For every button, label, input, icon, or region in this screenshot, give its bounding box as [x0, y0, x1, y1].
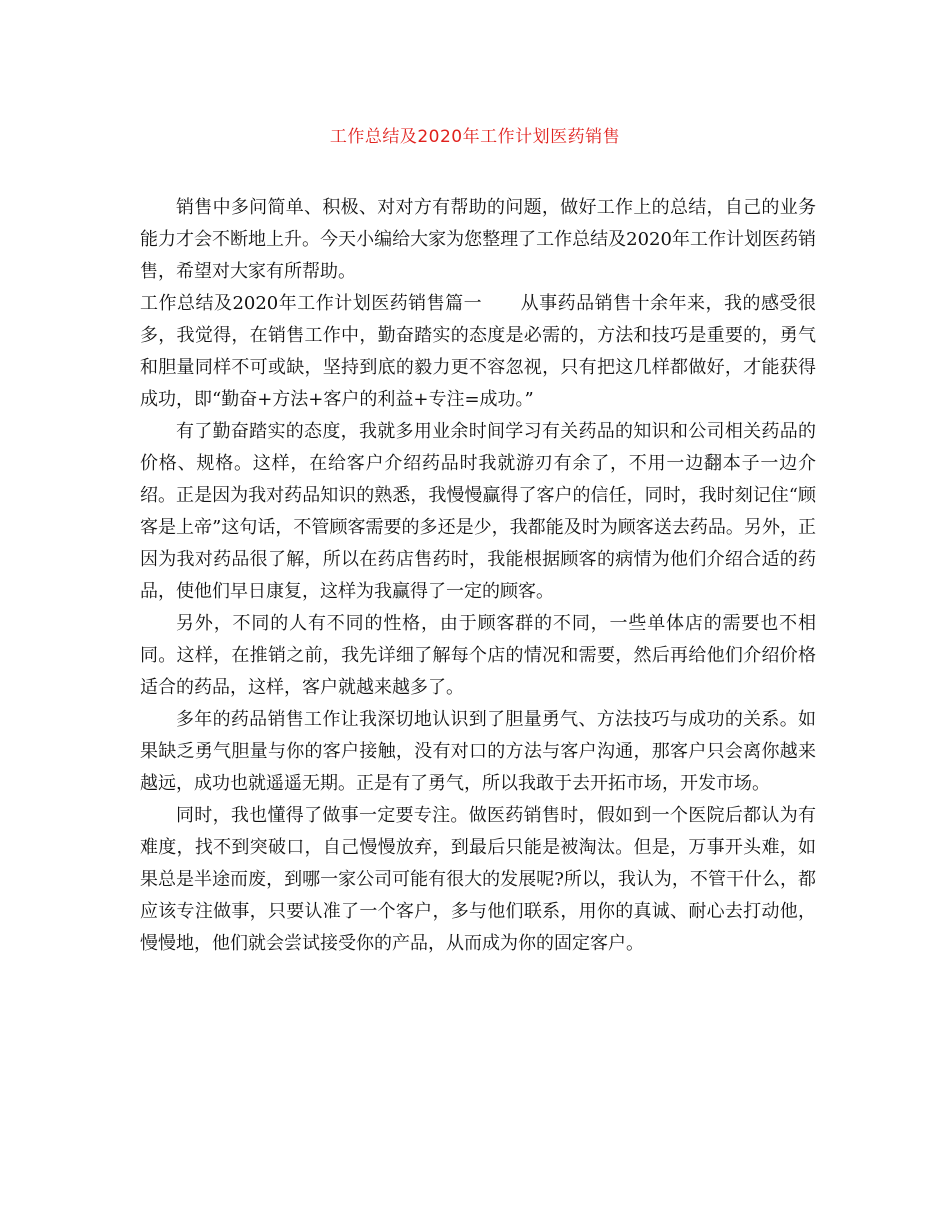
section-first-text: 从事药品销售十余年来，我的感受很多，我觉得，在销售工作中，勤奋踏实的态度是必需的，方法和技巧是重要的，勇气和胆量同样不可或缺，坚持到底的毅力更不容忽视，只有把这几样都做好，才能获得成功，即“勤奋+方法+客户的利益+专注=成功。” — [140, 293, 817, 410]
body-paragraph: 同时，我也懂得了做事一定要专注。做医药销售时，假如到一个医院后都认为有难度，找不到突破口，自己慢慢放弃，到最后只能是被淘汰。但是，万事开头难，如果总是半途而废，到哪一家公司可能有很大的发展呢?所以，我认为，不管干什么，都应该专注做事，只要认准了一个客户，多与他们联系，用你的真诚、耐心去打动他，慢慢地，他们就会尝试接受你的产品，从而成为你的固定客户。 — [140, 805, 816, 954]
document-title: 工作总结及2020年工作计划医药销售 — [329, 127, 621, 147]
intro-paragraph: 销售中多问简单、积极、对对方有帮助的问题，做好工作上的总结，自己的业务能力才会不断地上升。今天小编给大家为您整理了工作总结及2020年工作计划医药销售，希望对大家有所帮助。 — [140, 197, 816, 282]
section-heading: 工作总结及2020年工作计划医药销售篇一 — [140, 293, 483, 314]
body-paragraph: 另外，不同的人有不同的性格，由于顾客群的不同，一些单体店的需要也不相同。这样，在推销之前，我先详细了解每个店的情况和需要，然后再给他们介绍价格适合的药品，这样，客户就越来越多了。 — [140, 613, 816, 698]
body-paragraph: 有了勤奋踏实的态度，我就多用业余时间学习有关药品的知识和公司相关药品的价格、规格。这样，在给客户介绍药品时我就游刃有余了，不用一边翻本子一边介绍。正是因为我对药品知识的熟悉，我慢慢赢得了客户的信任，同时，我时刻记住“顾客是上帝”这句话，不管顾客需要的多还是少，我都能及时为顾客送去药品。另外，正因为我对药品很了解，所以在药店售药时，我能根据顾客的病情为他们介绍合适的药品，使他们早日康复，这样为我赢得了一定的顾客。 — [140, 421, 816, 602]
section-paragraph — [140, 288, 816, 416]
body-paragraph: 多年的药品销售工作让我深切地认识到了胆量勇气、方法技巧与成功的关系。如果缺乏勇气胆量与你的客户接触，没有对口的方法与客户沟通，那客户只会离你越来越远，成功也就遥遥无期。正是有了勇气，所以我敢于去开拓市场，开发市场。 — [140, 709, 816, 794]
document-body — [140, 192, 816, 960]
